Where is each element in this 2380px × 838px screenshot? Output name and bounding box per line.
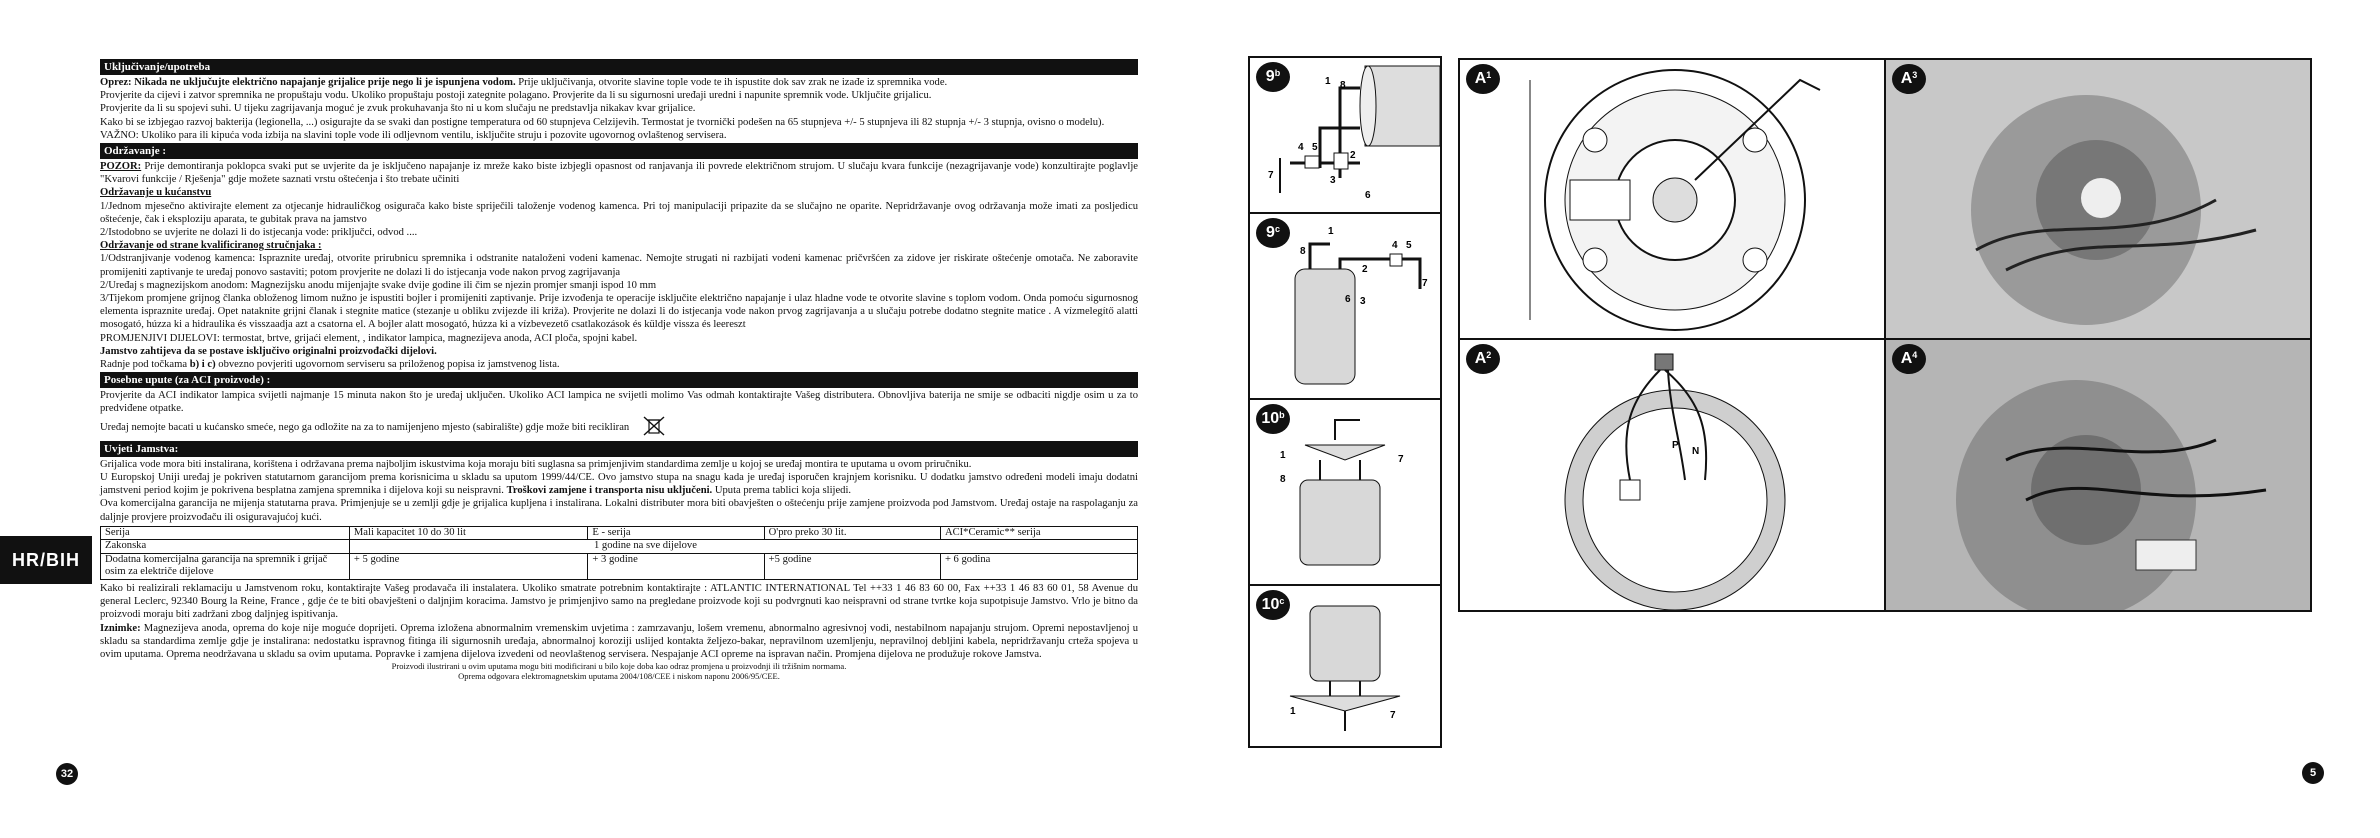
section-warranty-title: Uvjeti Jamstva: — [100, 441, 1138, 457]
footnote: Proizvodi ilustrirani u ovim uputama mogu biti modificirani u bilo koje doba kao odraz promjena u proizvodnji ili tržišnim normama. — [391, 661, 847, 672]
figure-10c — [1248, 584, 1442, 748]
table-cell: + 3 godine — [588, 553, 764, 579]
table-header: Serija — [101, 526, 350, 540]
table-row — [101, 540, 1138, 554]
svg-text:3: 3 — [1360, 296, 1366, 307]
svg-text:P: P — [1672, 440, 1679, 451]
usage-line: Kako bi se izbjegao razvoj bakterija (legionella, ...) osigurajte da se svaki dan postigne temperatura od 60 stupnjeva Celzijevih. Termostat je tvornički podešen na 65 stupnjeva +/- 5 stupnjeva ili 82 stupnja +/- 3 stupnja, ovisno o modelu). — [100, 116, 1105, 128]
table-cell: Dodatna komercijalna garancija na spremnik i grijač osim za električe dijelove — [101, 553, 350, 579]
figure-badge: A $^1$ — [1466, 64, 1500, 94]
warning-text: Prije demontiranja poklopca svaki put se uvjerite da je isključeno napajanje iz mreže kako biste izbjegli opasnost od ranjavanja ili povrede električnom strujom. U slučaju kvara funkcije (nezagrijavanje vode) konzultirajte poglavlje "Kvarovi funkcije / Rješenja" gdje možete saznati vrstu oštećenja i što trebate učiniti — [100, 161, 1138, 186]
warranty-p5 — [100, 622, 1138, 662]
svg-text:4: 4 — [1392, 240, 1398, 251]
pro-maintenance-line: 3/Tijekom promjene grijnog članka obloženog limom nužno je ispustiti bojler i promijeniti zaptivanje. Prije izvođenja te operacije isključite električno napajanje i ulaz hladne vode te otvorite slavine s toplom vodom. Onda pomoću sigurnosnog elementa ispraznite uređaj. Opet nataknite grijni članak i stegnite matice (stezanje u obliku zvijezde ili križa). Provjerite ne dolazi li do istjecanja vode nakon prvog zagrijavanja a u slučaju potrebe dodatno stegnite matice . A vízmelegítő alatti mosogató, húzza ki a hidraulika és visszaadja azt a csatorna el. A bojler alatt mosogató, húzza ki a vízbevezető csatlakozások és küldje vissza és leereszt — [100, 293, 1138, 331]
aci-line — [100, 416, 1138, 440]
warranty-p3: Ova komercijalna garancija ne mijenja statutarna prava. Primjenjuje se u zemlji gdje je grijalica kupljena i instalirana. Lokalni distributer mora biti obavješten o oštećenju prije zamjene proizvoda pod Jamstvom. Uređaj ostaje na raspolaganju za daljnje provjere proizvođaču ili osiguravajućoj kući. — [100, 498, 1138, 523]
warning-label: POZOR: — [100, 161, 142, 173]
svg-text:8: 8 — [1300, 246, 1306, 257]
table-cell: + 5 godine — [349, 553, 588, 579]
service-note-pre: Radnje pod točkama — [100, 359, 190, 371]
table-header: O'pro preko 30 lit. — [764, 526, 940, 540]
figure-badge: 9 $^c$ — [1256, 218, 1290, 248]
svg-text:1: 1 — [1280, 450, 1286, 461]
svg-text:6: 6 — [1345, 294, 1351, 305]
table-row — [101, 553, 1138, 579]
flange-photo-icon — [1886, 60, 2310, 338]
section-aci-title: Posebne upute (za ACI proizvode) : — [100, 372, 1138, 388]
page-number-left: 32 — [56, 763, 78, 785]
service-note-post: obvezno povjeriti ugovornom serviseru sa priloženog popisa iz jamstvenog lista. — [215, 359, 560, 371]
language-tab — [0, 536, 92, 584]
figure-a2 — [1458, 338, 1886, 612]
table-cell: + 6 godina — [940, 553, 1137, 579]
figure-badge: 9 $^b$ — [1256, 62, 1290, 92]
service-note — [100, 358, 1138, 371]
usage-lead-rest: Prije uključivanja, otvorite slavine tople vode te ih ispustite dok sav zrak ne izađe iz spremnika vode. — [515, 77, 948, 88]
table-header: E - serija — [588, 526, 764, 540]
svg-text:5: 5 — [1312, 142, 1318, 153]
aci-line: Provjerite da ACI indikator lampica svijetli najmanje 15 minuta nakon što je uređaj uključen. Ukoliko ACI lampica ne svijetli molimo Vas odmah kontaktirajte Vašeg distributera. Obnovljiva baterija ne smije se odbaciti nigdje osim u za to predviđene otpatke. — [100, 390, 1138, 415]
usage-lead — [100, 76, 1138, 89]
wiring-diagram-icon — [1460, 340, 1884, 610]
warranty-p5-bold: Iznimke: — [100, 622, 141, 634]
svg-text:5: 5 — [1406, 240, 1412, 251]
figure-9b — [1248, 56, 1442, 216]
home-maintenance-title: Održavanje u kućanstvu — [100, 187, 212, 199]
svg-text:7: 7 — [1398, 454, 1404, 465]
usage-lead-bold: Oprez: Nikada ne uključujte električno napajanje grijalice prije nego li je ispunjena vodom. — [100, 77, 516, 88]
figure-badge: A $^4$ — [1892, 344, 1926, 374]
warranty-p2-pre: U Europskoj Uniji uređaj je pokriven statutarnom garancijom prema korisnicima u skladu sa uputom 1999/44/CE. Ovo jamstvo stupa na snagu kada je uređaj isporučen krajnjem korisniku. U dodatku jamstvo određeni modeli imaju dodatni jamstveni period kojim je pokrivena besplatna zamjena spremnika i dijelova koji su neispravni. — [100, 472, 1138, 497]
warranty-table — [100, 526, 1138, 580]
usage-line: VAŽNO: Ukoliko para ili kipuća voda izbija na slavini tople vode ili odljevnom ventilu, isključite struju i pozovite ugovornog ovlaštenog servisera. — [100, 129, 727, 141]
warranty-p4: Kako bi realizirali reklamaciju u Jamstvenom roku, kontaktirajte Vašeg prodavača ili instalatera. Ukoliko smatrate potrebnim kontaktirajte : ATLANTIC INTERNATIONAL Tel ++33 1 46 83 60 00, Fax ++33 1 46 83 60 01, 58 Avenue du general Leclerc, 92340 Bourg la Reine, France , gdje će te biti obavješteni o daljnjim koracima. Jamstvo je primjenjivo samo na pregledane proizvode koji su podvrgnuti kao neispravni od strane tvrtke koja supotpisuje Jamstvo. Vrlo je bitno da proizvodi moraju biti zadržani zbog daljnjeg ispitivanja. — [100, 582, 1138, 621]
svg-text:7: 7 — [1422, 278, 1428, 289]
figure-a4 — [1884, 338, 2312, 612]
table-header: Mali kapacitet 10 do 30 lit — [349, 526, 588, 540]
table-header: ACI*Ceramic** serija — [940, 526, 1137, 540]
crossed-bin-icon — [642, 416, 666, 440]
figure-badge: 10 $^c$ — [1256, 590, 1290, 620]
svg-text:7: 7 — [1268, 170, 1274, 181]
table-cell: 1 godine na sve dijelove — [349, 540, 1137, 554]
maintenance-warning — [100, 160, 1138, 186]
language-tab-label: HR/BIH — [12, 549, 80, 570]
warranty-p2-bold: Troškovi zamjene i transporta nisu uključeni. — [506, 485, 713, 497]
figure-10b — [1248, 398, 1442, 588]
warranty-p1: Grijalica vode mora biti instalirana, korištena i održavana prema najboljim iskustvima koja moraju biti suglasna sa primjenjivim standardima zemlje u kojoj se uređaj montira te uputama u ovom priručniku. — [100, 458, 972, 470]
section-usage-title: Uključivanje/upotreba — [100, 59, 1138, 75]
svg-text:7: 7 — [1390, 710, 1396, 721]
warranty-p2-post: Uputa prema tablici koja slijedi. — [712, 485, 852, 497]
warranty-p2 — [100, 471, 1138, 497]
instructions-page — [100, 58, 1138, 681]
page-number-right: 5 — [2302, 762, 2324, 784]
figure-a3 — [1884, 58, 2312, 340]
svg-text:3: 3 — [1330, 175, 1336, 186]
table-row — [101, 526, 1138, 540]
pro-maintenance-line: 1/Odstranjivanje vodenog kamenca: Ispraznite uređaj, otvorite prirubnicu spremnika i odstranite nataloženi vodeni kamenac. Nemojte strugati ni razbijati vodeni kamenac pričvršćen za zidove jer riskirate oštećenje omotača. Ne zaboravite promijeniti zaptivanje te uređaj ponovo sastaviti; potom provjerite ne dolazi li do istjecanja vode nakon prvog zagrijavanja — [100, 253, 1138, 278]
usage-line: Provjerite da li su spojevi suhi. U tijeku zagrijavanja moguć je zvuk prokuhavanja što ni u kom slučaju ne predstavlja nikakav kvar grijalice. — [100, 103, 696, 115]
genuine-parts-note: Jamstvo zahtijeva da se postave isključivo originalni proizvođački dijelovi. — [100, 345, 437, 357]
usage-line: Provjerite da cijevi i zatvor spremnika ne propuštaju vodu. Ukoliko propuštaju postoji zategnite polagano. Provjerite da li su sigurnosni uređaji uredni i napunite spremnik vode. Uključite grijalicu. — [100, 90, 932, 102]
warranty-p5-rest: Magnezijeva anoda, oprema do koje nije moguće doprijeti. Oprema izložena abnormalnim vremenskim uvjetima : zamrzavanju, lošem vremenu, abnormalno agresivnoj vodi, nestabilnom napajanju strujom. Opremi nepostavljenoj u skladu sa standardima zemlje gdje je instalirana: nedostatku ispravnog fitinga ili sigurnosnih uređaja, abnormalnoj koroziji uslijed kontakta željezo-bakar, nepravilnom uzemljenju, nepravilnoj debljini kabela, nepridržavanju crteža spojeva u ovim uputama. Oprema neodržavana u skladu sa ovim uputama. Popravke i zamjena dijelova izvedeni od neovlaštenog servisera. Nespajanje ACI opreme na ispravan način. Promjena dijelova ne produžuje rokove Jamstva. — [100, 622, 1138, 660]
table-cell: +5 godine — [764, 553, 940, 579]
wiring-photo-icon — [1886, 340, 2310, 610]
svg-text:N: N — [1692, 446, 1700, 457]
svg-text:4: 4 — [1298, 142, 1304, 153]
flange-diagram-icon — [1460, 60, 1884, 338]
aci-recycle-text: Uređaj nemojte bacati u kućansko smeće, nego ga odložite na za to namijenjeno mjesto (sabiralište) gdje može biti recikliran — [100, 421, 630, 433]
figure-badge: A $^3$ — [1892, 64, 1926, 94]
svg-text:2: 2 — [1350, 150, 1356, 161]
pro-maintenance-title: Održavanje od strane kvalificiranog stručnjaka : — [100, 240, 322, 252]
section-maintenance-title: Održavanje : — [100, 143, 1138, 159]
figure-badge: 10 $^b$ — [1256, 404, 1290, 434]
svg-text:8: 8 — [1340, 80, 1346, 91]
footnote: Oprema odgovara elektromagnetskim uputama 2004/108/CEE i niskom naponu 2006/95/CEE. — [458, 671, 780, 682]
figure-badge: A $^2$ — [1466, 344, 1500, 374]
svg-text:1: 1 — [1290, 706, 1296, 717]
svg-text:8: 8 — [1280, 474, 1286, 485]
table-cell: Zakonska — [101, 540, 350, 554]
svg-text:2: 2 — [1362, 264, 1368, 275]
pro-maintenance-line: 2/Uređaj s magnezijskom anodom: Magnezijsku anodu mijenjajte svake dvije godine ili čim se njezin promjer smanji ispod 10 mm — [100, 279, 657, 291]
svg-text:1: 1 — [1325, 76, 1331, 87]
home-maintenance-line: 1/Jednom mjesečno aktivirajte element za otjecanje hidrauličkog osigurača kako biste spriječili taloženje vodenog kamenca. Pri toj manipulaciji pripazite da se slučajno ne oparite. Nepridržavanje ovog održavanja može imati za posljedicu oštećenje, čak i eksploziju aparata, te gubitak prava na jamstvo — [100, 200, 1138, 225]
svg-text:6: 6 — [1365, 190, 1371, 201]
home-maintenance-line: 2/Istodobno se uvjerite ne dolazi li do istjecanja vode: priključci, odvod .... — [100, 227, 418, 239]
pro-maintenance-line: PROMJENJIVI DIJELOVI: termostat, brtve, grijaći element, , indikator lampica, magnezijeva anoda, ACI ploča, spojni kabel. — [100, 332, 638, 344]
figure-a1 — [1458, 58, 1886, 340]
svg-text:1: 1 — [1328, 226, 1334, 237]
figure-9c — [1248, 212, 1442, 402]
service-note-bold: b) i c) — [189, 359, 216, 371]
